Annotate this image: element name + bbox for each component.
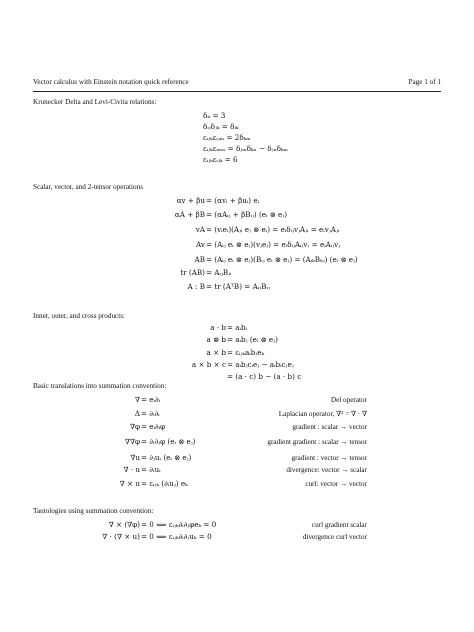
equation-rhs: = eᵢ∂ᵢ — [141, 395, 161, 404]
equation-lhs: αA + βB — [174, 210, 205, 219]
equation-lhs: ∇ · (∇ × u) — [102, 532, 140, 541]
equation-rhs: = tr (AᵀB) = AᵢⱼBᵢⱼ — [206, 282, 270, 291]
equation-line: εᵢⱼₖεᵢⱼₘ = 2δₖₘ — [203, 133, 251, 142]
equation-lhs: ∇∇φ — [124, 437, 140, 446]
header-rule — [33, 91, 441, 92]
equation-line: δᵢᵢ = 3 — [203, 111, 226, 120]
equation-lhs: AB — [194, 255, 205, 264]
section-heading-tautologies: Tautologies using summation convention: — [33, 507, 154, 515]
translation-description: gradient gradient : scalar → tensor — [267, 438, 367, 446]
page-number: Page 1 of 1 — [408, 78, 441, 86]
equation-rhs: = εᵢⱼₖ (∂ᵢuⱼ) eₖ — [141, 479, 188, 488]
translation-description: divergence: vector → scalar — [286, 466, 367, 474]
equation-lhs: ∇u — [130, 453, 140, 462]
equation-lhs: a × b — [206, 348, 226, 357]
equation-lhs: ∇ × (∇φ) — [108, 520, 140, 529]
tautology-description: curl gradient scalar — [311, 521, 367, 529]
equation-lhs: vA — [195, 225, 205, 234]
equation-rhs: = (αAᵢⱼ + βBᵢⱼ) (eᵢ ⊗ eⱼ) — [206, 210, 288, 219]
translation-description: curl: vector → vector — [305, 480, 367, 488]
translation-description: gradient : vector → tensor — [291, 454, 367, 462]
section-heading-operations: Scalar, vector, and 2-tensor operations — [33, 183, 143, 191]
equation-rhs: = (Aᵢⱼ eᵢ ⊗ eⱼ)(vⱼeⱼ) = eᵢδᵢⱼAᵢⱼvⱼ = eᵢAᵢⱼvⱼ — [206, 240, 341, 249]
equation-lhs: A : B — [187, 282, 205, 291]
equation-lhs: αv + βu — [176, 196, 205, 205]
equation-rhs: = ∂ⱼuᵢ (eᵢ ⊗ eⱼ) — [141, 453, 192, 462]
equation-lhs: a · b — [210, 323, 226, 332]
equation-line: δᵢⱼδⱼₖ = δᵢₖ — [203, 122, 239, 131]
equation-rhs: = aᵢbⱼcᵢeⱼ − aᵢbᵢcⱼeⱼ — [227, 360, 294, 369]
translation-description: Laplacian operator, ∇² = ∇ · ∇ — [278, 410, 367, 418]
equation-lhs: ∇ × u — [119, 479, 140, 488]
equation-lhs: a ⊗ b — [206, 335, 226, 344]
equation-rhs: = ∂ᵢuᵢ — [141, 465, 161, 474]
equation-rhs: = aᵢbᵢ — [227, 323, 248, 332]
equation-rhs: = AᵢⱼBⱼᵢ — [206, 268, 232, 277]
equation-lhs: a × b × c — [191, 360, 226, 369]
equation-rhs: = (αvᵢ + βuᵢ) eᵢ — [206, 196, 260, 205]
equation-rhs: = 0 ⟺ εᵢⱼₖ∂ᵢ∂ⱼφeₖ = 0 — [141, 520, 217, 529]
tautology-description: divergence curl vector — [302, 533, 367, 541]
equation-rhs: = ∂ᵢ∂ⱼφ (eᵢ ⊗ eⱼ) — [141, 437, 196, 446]
equation-rhs: = eᵢ∂ᵢφ — [141, 422, 166, 431]
equation-lhs: Δ — [134, 409, 140, 418]
page-header — [33, 78, 441, 89]
equation-line: εᵢⱼₖεᵢⱼₖ = 6 — [203, 155, 238, 164]
header-title: Vector calculus with Einstein notation quick reference — [33, 78, 189, 86]
equation-line: εᵢⱼₖεᵢₘₙ = δⱼₘδₖₙ − δⱼₙδₖₘ — [203, 144, 288, 153]
equation-rhs: = 0 ⟺ εᵢⱼₖ∂ᵢ∂ⱼuₖ = 0 — [141, 532, 212, 541]
equation-rhs: = (vᵢeᵢ)(Aⱼᵢ eⱼ ⊗ eᵢ) = eᵢδᵢⱼvⱼAⱼᵢ = eᵢvⱼAⱼᵢ — [206, 225, 340, 234]
equation-rhs: = ∂ᵢ∂ᵢ — [141, 409, 160, 418]
section-heading-kronecker: Kronecker Delta and Levi-Civita relations: — [33, 98, 157, 106]
section-heading-translations: Basic translations into summation convention: — [33, 382, 167, 390]
equation-lhs: ∇ · u — [123, 465, 140, 474]
equation-rhs: = (a · c) b − (a · b) c — [227, 372, 302, 381]
equation-rhs: = εᵢⱼₖaᵢbⱼeₖ — [227, 348, 265, 357]
equation-lhs: tr (AB) — [180, 268, 205, 277]
equation-lhs: Av — [196, 240, 205, 249]
translation-description: Del operator — [330, 396, 367, 404]
equation-lhs: ∇ — [134, 395, 140, 404]
equation-rhs: = aᵢbⱼ (eᵢ ⊗ eⱼ) — [227, 335, 278, 344]
section-heading-products: Inner, outer, and cross products: — [33, 312, 126, 320]
equation-rhs: = (Aᵢⱼ eᵢ ⊗ eⱼ)(Bᵢⱼ eᵢ ⊗ eⱼ) = (AᵢₖBₖⱼ) (eᵢ ⊗ eⱼ) — [206, 255, 358, 264]
translation-description: gradient : scalar → vector — [292, 423, 367, 431]
equation-lhs: ∇φ — [129, 422, 140, 431]
